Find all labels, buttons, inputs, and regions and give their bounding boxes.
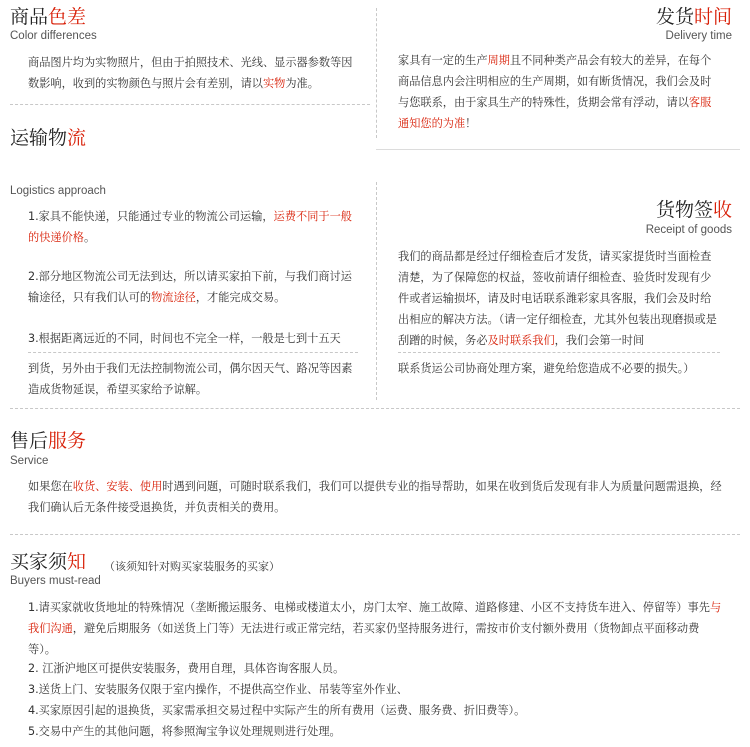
logistics-title-main: 运输物 [10,127,68,149]
buyers-subtitle: Buyers must-read [10,575,101,587]
delivery-time-title [656,6,732,29]
receipt-title [656,199,732,222]
delivery-time-title-accent: 时间 [693,6,732,28]
color-diff-subtitle: Color differences [10,30,97,42]
buyers-item-5: 5.交易中产生的其他问题，将参照淘宝争议处理规则进行处理。 [28,725,341,738]
receipt-highlight: 及时联系我们 [487,334,555,347]
logistics-item-2-text: 2.部分地区物流公司无法到达，所以请买家拍下前，与我们商讨运输途径，只有我们认可的 [28,270,352,304]
divider [10,534,740,535]
divider [398,352,720,353]
receipt-text: 我们的商品都是经过仔细检查后才发货，请买家提货时当面检查清楚，为了保障您的权益，签收前请仔细检查、验货时发现有少件或者运输损坏，请及时电话联系潍彩家具客服，我们会及时给出相应的解决方法。（请一定仔细检查，尤其外包装出现磨损或是刮蹭的时候，务必 [398,250,717,347]
buyers-note: （该须知针对购买家装服务的买家） [104,560,280,573]
vertical-divider [376,182,377,400]
delivery-highlight-period: 周期 [487,54,510,67]
color-diff-title-accent: 色差 [48,6,87,28]
logistics-title [10,127,86,150]
receipt-subtitle: Receipt of goods [645,224,732,236]
service-title [10,430,86,453]
color-diff-title-main: 商品 [10,6,49,28]
receipt-body [398,246,720,351]
service-text-end: 时遇到问题，可随时联系我们，我们可以提供专业的指导帮助，如果在收到货后发现有非人为质量问题需退换，经我们确认后无条件接受退换货，并负责相关的费用。 [28,480,722,514]
buyers-title [10,551,86,574]
color-diff-body [28,52,358,94]
delivery-time-body [398,50,718,134]
receipt-body-cont: 联系货运公司协商处理方案，避免给您造成不必要的损失。） [398,362,695,375]
logistics-item-2-end: ，才能完成交易。 [195,291,286,304]
logistics-item-1 [28,206,356,248]
divider [10,104,370,105]
service-highlight: 收货、安装、使用 [72,480,163,493]
logistics-subtitle: Logistics approach [10,185,106,197]
logistics-item-1-highlight: 运费不同于一般的快递价格 [28,210,352,244]
service-text: 如果您在 [28,480,73,493]
buyers-title-accent: 知 [67,551,87,573]
buyers-item-2: 2. 江浙沪地区可提供安装服务，费用自理，具体咨询客服人员。 [28,662,345,675]
buyers-item-1-text: 1.请买家就收货地址的特殊情况（垄断搬运服务、电梯或楼道太小，房门太窄、施工故障、道路修建、小区不支持货车进入、停留等）事先 [28,601,710,614]
buyers-item-3: 3.送货上门、安装服务仅限于室内操作，不提供高空作业、吊装等室外作业、 [28,683,408,696]
divider [376,149,740,150]
buyers-item-1-end: ，避免后期服务（如送货上门等）无法进行或正常完结，若买家仍坚持服务进行，需按市价支付额外费用（货物卸点平面移动费等）。 [28,622,700,656]
color-diff-title [10,6,86,29]
logistics-item-2-highlight: 物流途径 [151,291,196,304]
vertical-divider [376,8,377,138]
delivery-text-end: ！ [465,117,477,130]
service-title-accent: 服务 [48,430,87,452]
logistics-item-1-text: 1.家具不能快递，只能通过专业的物流公司运输， [28,210,274,223]
receipt-title-main: 货物签 [655,199,713,221]
service-body [28,476,724,518]
logistics-title-accent: 流 [67,127,87,149]
buyers-item-1 [28,597,724,660]
delivery-time-subtitle: Delivery time [665,30,732,42]
color-diff-text-end: 为准。 [285,77,319,90]
delivery-text: 家具有一定的生产 [398,54,488,67]
logistics-item-2 [28,266,356,308]
divider [28,352,358,353]
receipt-text-mid: ，我们会第一时间 [554,334,645,347]
divider [10,408,740,409]
delivery-time-title-main: 发货 [655,6,694,28]
buyers-title-main: 买家须 [10,551,68,573]
service-subtitle: Service [10,455,49,467]
buyers-item-4: 4.买家原因引起的退换货，买家需承担交易过程中实际产生的所有费用（运费、服务费、折旧费等）。 [28,704,526,717]
buyers-item-1-highlight: 与我们沟通 [28,601,722,635]
color-diff-text: 商品图片均为实物照片，但由于拍照技术、光线、显示器参数等因数影响，收到的实物颜色与照片会有差别，请以 [28,56,353,90]
service-title-main: 售后 [10,430,49,452]
logistics-item-1-end: 。 [83,231,96,244]
receipt-title-accent: 收 [712,199,732,221]
delivery-text-mid: 且不同种类产品会有较大的差异，在每个商品信息内会注明相应的生产周期，如有断货情况，我们会及时与您联系，由于家具生产的特殊性，货期会常有浮动，请以 [398,54,712,109]
logistics-item-3: 3.根据距离远近的不同，时间也不完全一样，一般是七到十五天 [28,332,341,345]
logistics-item-3-cont: 到货，另外由于我们无法控制物流公司，偶尔因天气、路况等因素造成货物延误，希望买家给予谅解。 [28,362,353,396]
color-diff-highlight: 实物 [262,77,286,90]
delivery-highlight-notice: 客服通知您的为准 [398,96,712,130]
